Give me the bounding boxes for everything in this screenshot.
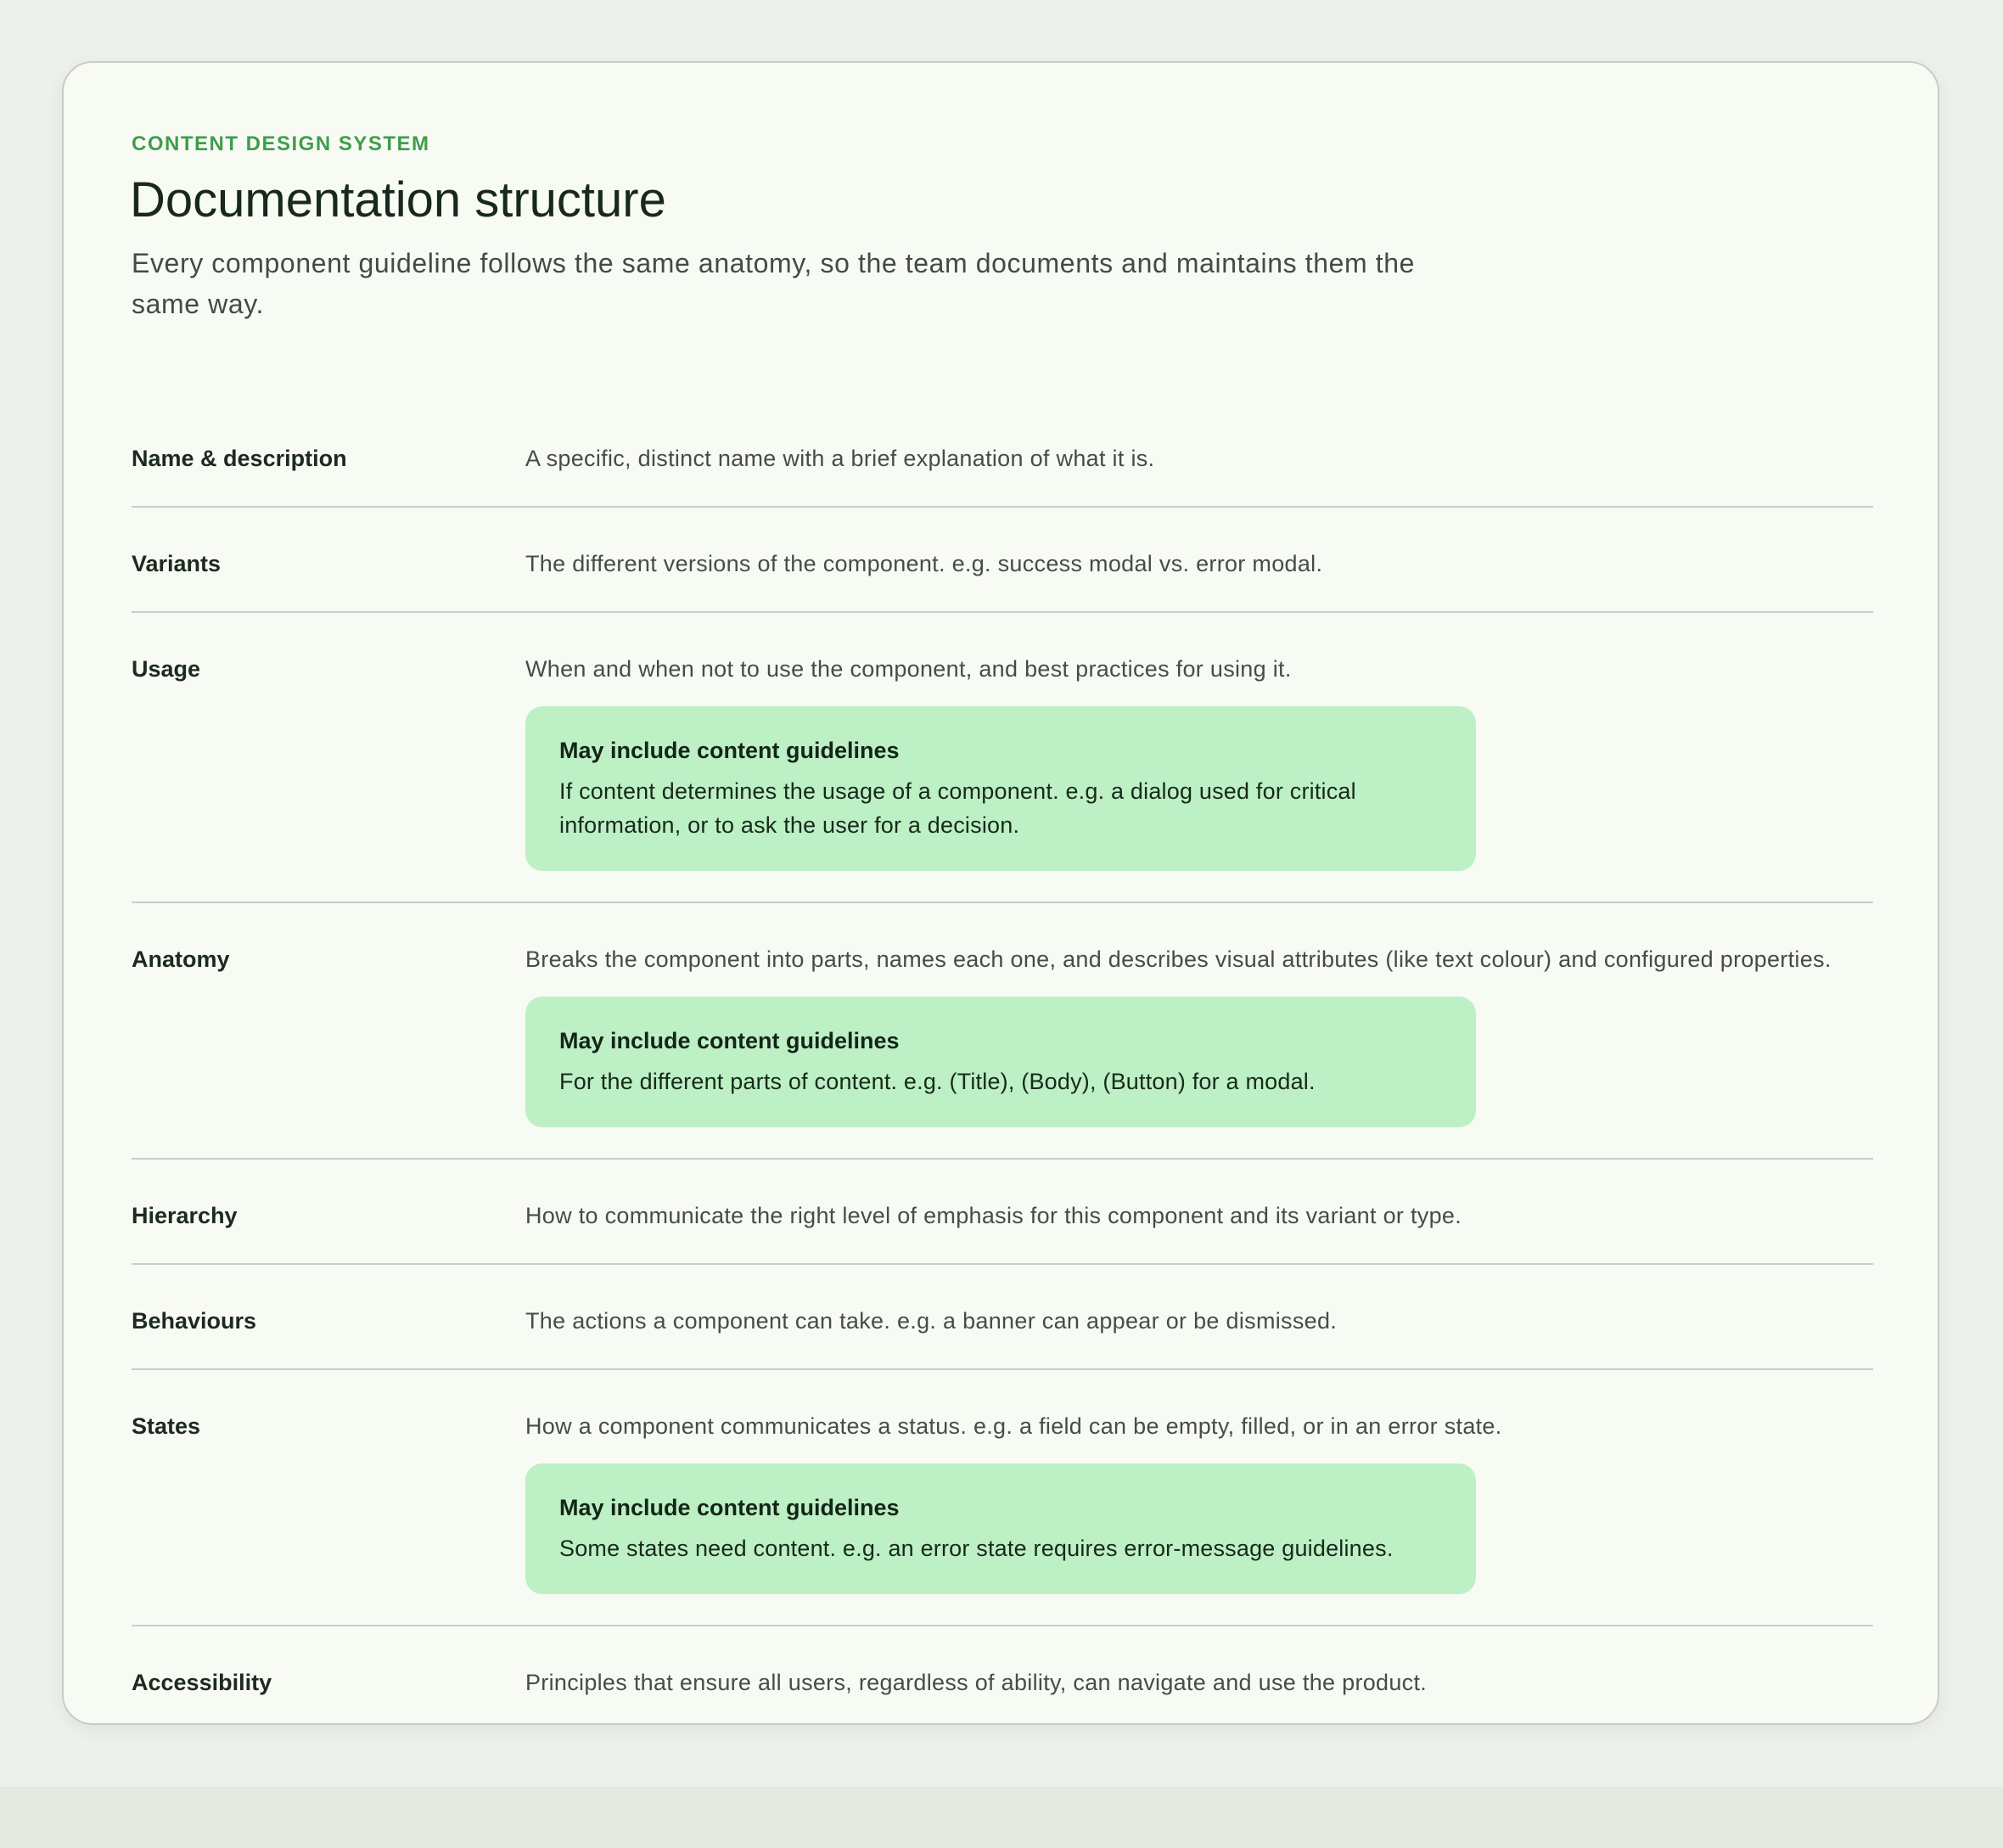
intro-text: Every component guideline follows the same anatomy, so the team documents and maintains them the same way.: [132, 248, 1416, 319]
row-description: The different versions of the component. e.g. success modal vs. error modal.: [525, 551, 1323, 576]
callout-title: May include content guidelines: [559, 738, 900, 763]
row-label: Variants: [132, 551, 222, 576]
callout-text: Some states need content. e.g. an error state requires error-message guidelines.: [559, 1536, 1394, 1561]
structure-row-anatomy: [132, 903, 1873, 1160]
row-label: Name & description: [132, 446, 347, 471]
row-body: [525, 1304, 1873, 1338]
row-description: When and when not to use the component, and best practices for using it.: [525, 656, 1292, 682]
callout-text: For the different parts of content. e.g. (Title), (Body), (Button) for a modal.: [559, 1069, 1316, 1094]
row-description: A specific, distinct name with a brief explanation of what it is.: [525, 446, 1155, 471]
structure-row-name-description: [132, 402, 1873, 508]
documentation-card: [62, 61, 1939, 1725]
row-body: [525, 441, 1873, 475]
row-body: [525, 1199, 1873, 1233]
row-description: Breaks the component into parts, names each one, and describes visual attributes (like text colour) and configured properties.: [525, 946, 1832, 972]
structure-row-usage: [132, 613, 1873, 903]
content-guidelines-callout: [525, 1463, 1476, 1594]
callout-text: If content determines the usage of a component. e.g. a dialog used for critical information, or to ask the user for a decision.: [559, 778, 1356, 838]
row-description: The actions a component can take. e.g. a banner can appear or be dismissed.: [525, 1308, 1338, 1334]
structure-row-variants: [132, 508, 1873, 613]
row-label: Accessibility: [132, 1670, 272, 1695]
row-label: Hierarchy: [132, 1203, 238, 1228]
row-description: Principles that ensure all users, regardless of ability, can navigate and use the product.: [525, 1670, 1428, 1695]
row-body: [525, 1665, 1873, 1699]
content-guidelines-callout: [525, 997, 1476, 1127]
row-body: [525, 652, 1873, 871]
structure-list: [132, 402, 1873, 1730]
page-title: Documentation structure: [130, 172, 666, 227]
row-label: Usage: [132, 656, 201, 682]
structure-row-hierarchy: [132, 1160, 1873, 1265]
row-label: States: [132, 1413, 201, 1439]
structure-row-states: [132, 1370, 1873, 1626]
row-label: Anatomy: [132, 946, 230, 972]
callout-title: May include content guidelines: [559, 1028, 900, 1053]
row-body: [525, 942, 1873, 1127]
structure-row-accessibility: [132, 1626, 1873, 1730]
row-label: Behaviours: [132, 1308, 257, 1334]
row-body: [525, 1409, 1873, 1594]
page-footer-band: [0, 1787, 2003, 1848]
callout-title: May include content guidelines: [559, 1495, 900, 1520]
content-guidelines-callout: [525, 706, 1476, 871]
eyebrow-label: CONTENT DESIGN SYSTEM: [132, 132, 430, 155]
row-body: [525, 547, 1873, 581]
row-description: How to communicate the right level of emphasis for this component and its variant or type.: [525, 1203, 1462, 1228]
structure-row-behaviours: [132, 1265, 1873, 1370]
row-description: How a component communicates a status. e.g. a field can be empty, filled, or in an error state.: [525, 1413, 1502, 1439]
